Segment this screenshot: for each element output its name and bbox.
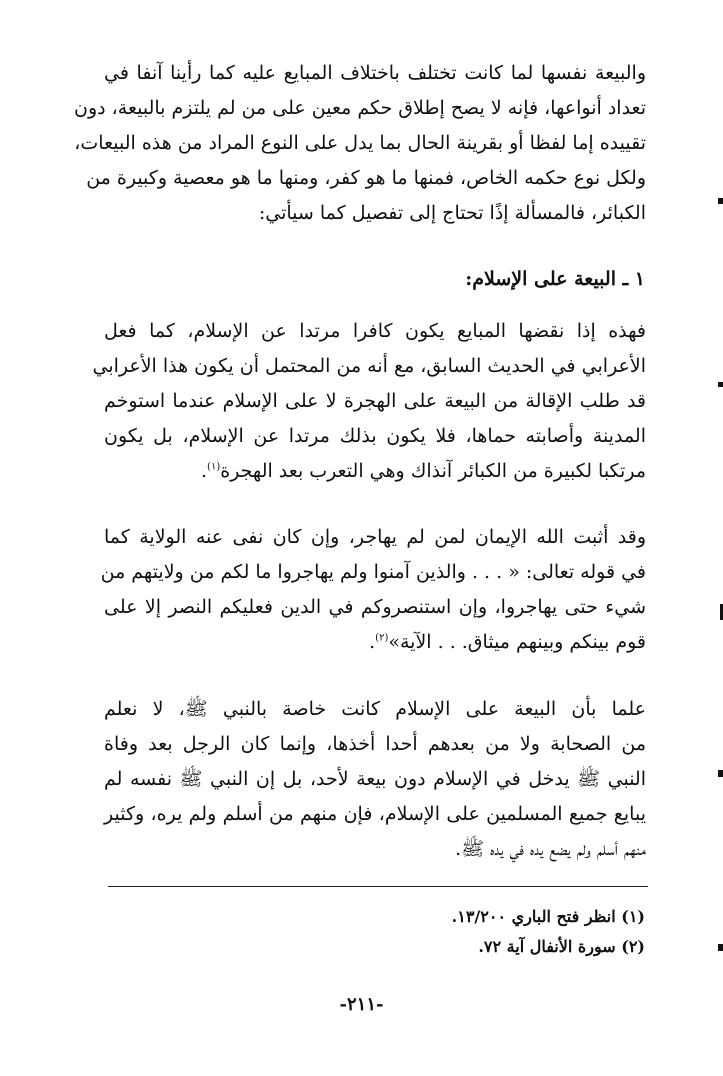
footnote-2: (٢) سورة الأنفال آية ٧٢. <box>478 937 645 956</box>
text-line: تعداد أنواعها، فإنه لا يصح إطلاق حكم معين على من لم يلتزم بالبيعة، دون <box>74 97 646 119</box>
text-line: علما بأن البيعة على الإسلام كانت خاصة بالنبي ﷺ، لا نعلم <box>104 698 646 720</box>
text-line: الأعرابي في الحديث السابق، مع أنه من المحتمل أن يكون هذا الأعرابي <box>92 355 646 377</box>
paragraph-4 <box>104 692 646 867</box>
text-line-content: قوم بينكم وبينهم ميثاق. . . الآية» <box>388 631 646 653</box>
text-line: فهذه إذا نقضها المبايع يكون كافرا مرتدا عن الإسلام، كما فعل <box>104 320 646 342</box>
footnote-1: (١) انظر فتح الباري ١٣/٢٠٠. <box>451 907 645 926</box>
text-line-content: مرتكبا لكبيرة من الكبائر آنذاك وهي التعرب بعد الهجرة <box>220 460 646 482</box>
text-line: والبيعة نفسها لما كانت تختلف باختلاف المبايع عليه كما رأينا آنفا في <box>104 62 646 84</box>
text-line: النبي ﷺ يدخل في الإسلام دون بيعة لأحد، بل إن النبي ﷺ نفسه لم <box>104 768 646 790</box>
scan-edge-mark <box>718 382 723 387</box>
footnotes <box>452 902 645 962</box>
text-line: في قوله تعالى: « . . . والذين آمنوا ولم يهاجروا ما لكم من ولايتهم من <box>100 561 646 583</box>
text-line <box>104 625 646 660</box>
footnote-ref: (٢) <box>375 632 389 644</box>
text-line: منهم أسلم ولم يضع يده في يده ﷺ. <box>455 838 646 860</box>
text-line: وقد أثبت الله الإيمان لمن لم يهاجر، وإن كان نفى عنه الولاية كما <box>104 526 646 548</box>
text-line: ولكل نوع حكمه الخاص، فمنها ما هو كفر، ومنها ما هو معصية وكبيرة من <box>86 167 646 189</box>
paragraph-1 <box>74 56 646 231</box>
page-number: -٢١١- <box>339 994 384 1015</box>
text-line <box>104 454 646 489</box>
text-line: يبايع جميع المسلمين على الإسلام، فإن منهم من أسلم ولم يره، وكثير <box>104 803 646 825</box>
text-line: الكبائر، فالمسألة إذًا تحتاج إلى تفصيل كما سيأتي: <box>258 202 646 224</box>
line-tail: . <box>201 460 208 482</box>
paragraph-3 <box>100 520 646 660</box>
text-line: المدينة وأصابته حماها، فلا يكون بذلك مرتدا عن الإسلام، بل يكون <box>104 425 646 447</box>
section-heading: ١ ـ البيعة على الإسلام: <box>465 268 645 290</box>
scan-edge-mark <box>718 944 723 951</box>
text-line: تقييده إما لفظا أو بقرينة الحال بما يدل على النوع المراد من هذه البيعات، <box>74 132 646 154</box>
text-line: من الصحابة ولا من بعدهم أحدا أخذها، وإنما كان الرجل بعد وفاة <box>104 733 646 755</box>
footnote-divider <box>108 886 648 887</box>
scan-edge-mark <box>718 770 723 777</box>
footnote-ref: (١) <box>207 461 221 473</box>
paragraph-2 <box>92 314 646 489</box>
text-line: قد طلب الإقالة من البيعة على الهجرة لا على الإسلام عندما استوخم <box>104 390 646 412</box>
line-tail: . <box>369 631 376 653</box>
scan-edge-mark <box>718 198 723 204</box>
text-line: شيء حتى يهاجروا، وإن استنصروكم في الدين فعليكم النصر إلا على <box>104 596 646 618</box>
